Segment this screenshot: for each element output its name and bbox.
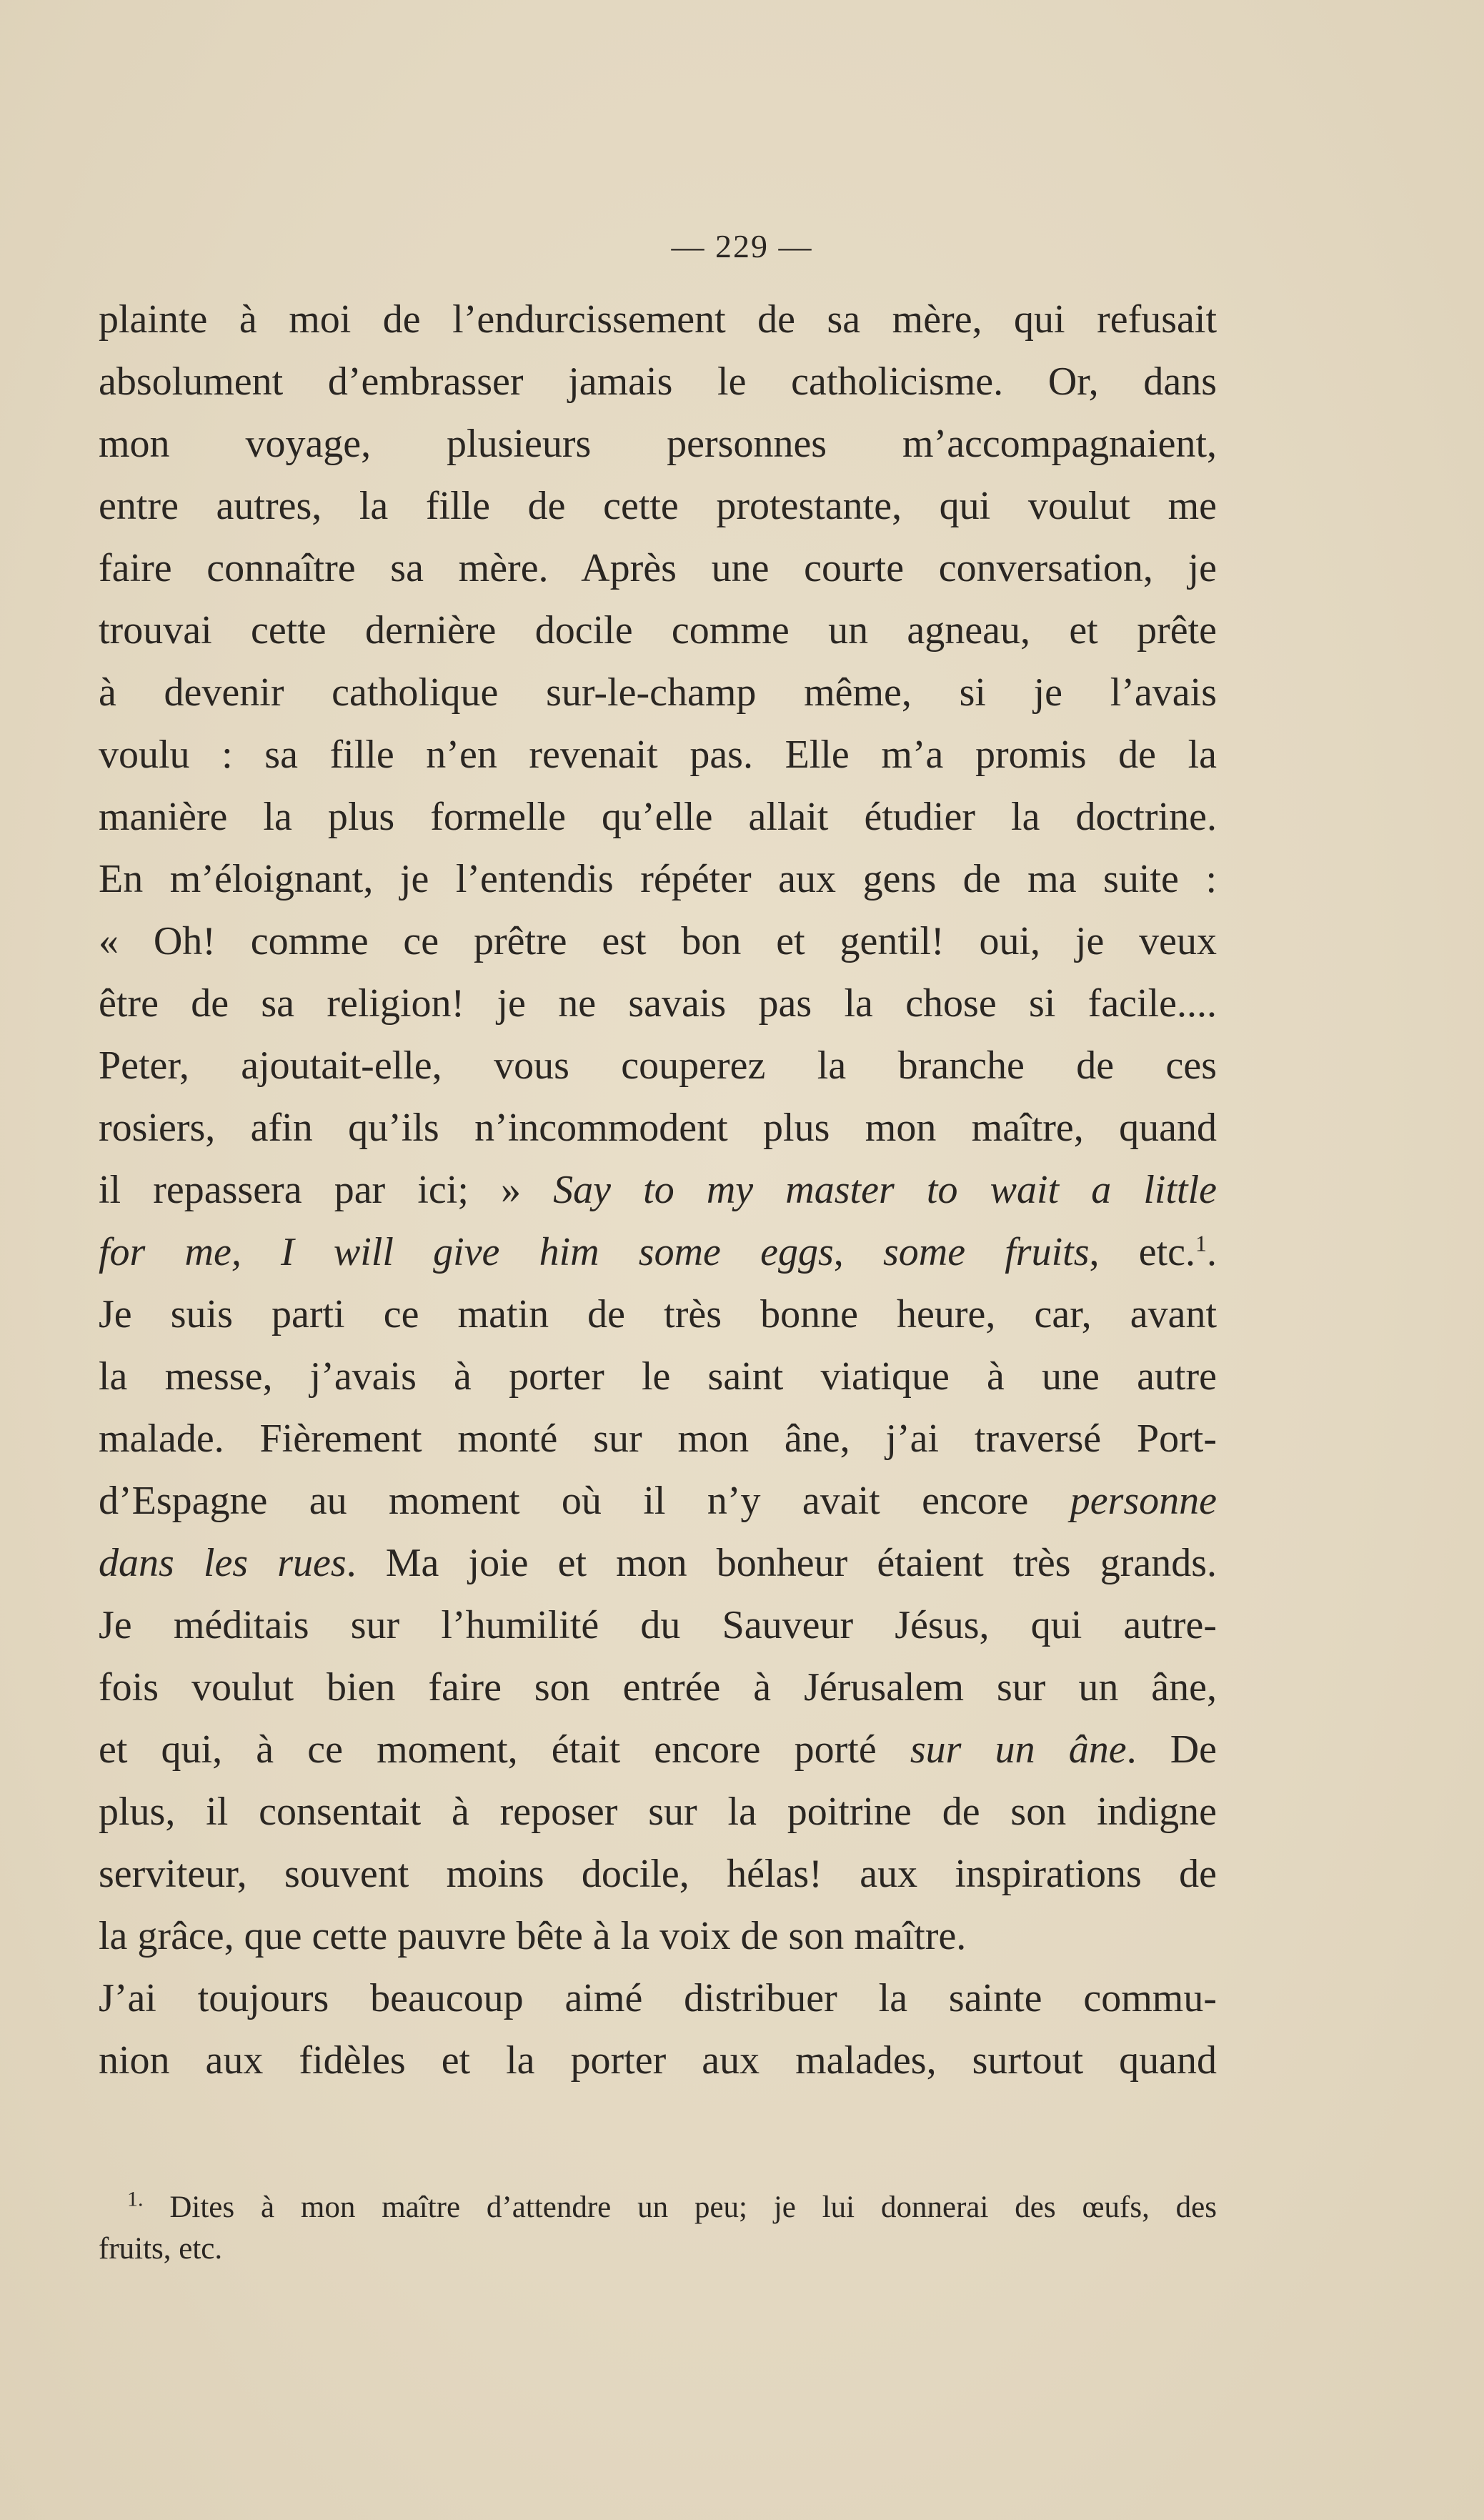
text-line: Je suis parti ce matin de très bonne heure, car, avant bbox=[99, 1292, 1217, 1336]
footnote-line bbox=[99, 2187, 1217, 2228]
footnote-number: 1. bbox=[127, 2187, 144, 2211]
text-line bbox=[99, 1221, 1217, 1284]
emphasis: personne bbox=[1070, 1479, 1217, 1523]
text-line: serviteur, souvent moins docile, hélas! aux inspirations de bbox=[99, 1852, 1217, 1896]
text-segment: , bbox=[833, 1230, 883, 1274]
text-line bbox=[99, 1719, 1217, 1781]
text-line: rosiers, afin qu’ils n’incommodent plus mon maître, quand bbox=[99, 1106, 1217, 1150]
english-quote: for me, I will give him some eggs bbox=[99, 1230, 834, 1274]
text-line: malade. Fièrement monté sur mon âne, j’ai traversé Port- bbox=[99, 1417, 1217, 1461]
emphasis: sur un âne bbox=[910, 1727, 1127, 1772]
text-line: J’ai toujours beaucoup aimé distribuer la sainte commu- bbox=[99, 1976, 1217, 2020]
text-segment: . De bbox=[1126, 1727, 1217, 1772]
text-line: Je méditais sur l’humilité du Sauveur Jésus, qui autre- bbox=[99, 1603, 1217, 1647]
footnote-text: Dites à mon maître d’attendre un peu; je lui donnerai des œufs, des bbox=[143, 2191, 1217, 2224]
text-line: être de sa religion! je ne savais pas la chose si facile.... bbox=[99, 981, 1217, 1026]
text-line: trouvai cette dernière docile comme un agneau, et prête bbox=[99, 608, 1217, 653]
text-segment: . Ma joie et mon bonheur étaient très grands. bbox=[346, 1541, 1217, 1585]
english-quote: Say to my master to wait a little bbox=[553, 1168, 1217, 1212]
text-line: faire connaître sa mère. Après une courte conversation, je bbox=[99, 546, 1217, 590]
text-line bbox=[99, 1532, 1217, 1594]
text-line: manière la plus formelle qu’elle allait étudier la doctrine. bbox=[99, 795, 1217, 839]
text-line: fois voulut bien faire son entrée à Jérusalem sur un âne, bbox=[99, 1665, 1217, 1710]
text-line: plus, il consentait à reposer sur la poitrine de son indigne bbox=[99, 1790, 1217, 1834]
text-segment: , etc. bbox=[1089, 1230, 1195, 1274]
footnote bbox=[99, 2187, 1217, 2270]
text-line bbox=[99, 1159, 1217, 1221]
text-line: Peter, ajoutait-elle, vous couperez la branche de ces bbox=[99, 1043, 1217, 1088]
footnote-reference: 1 bbox=[1195, 1230, 1207, 1256]
text-line: entre autres, la fille de cette protestante, qui voulut me bbox=[99, 484, 1217, 528]
text-line: absolument d’embrasser jamais le catholicisme. Or, dans bbox=[99, 359, 1217, 404]
text-line: En m’éloignant, je l’entendis répéter aux gens de ma suite : bbox=[99, 857, 1217, 901]
text-line: voulu : sa fille n’en revenait pas. Elle m’a promis de la bbox=[99, 733, 1217, 777]
text-segment: . bbox=[1207, 1230, 1217, 1274]
english-quote: some fruits bbox=[882, 1230, 1090, 1274]
text-line: mon voyage, plusieurs personnes m’accompagnaient, bbox=[99, 422, 1217, 466]
text-line: nion aux fidèles et la porter aux malades, surtout quand bbox=[99, 2038, 1217, 2083]
body-text bbox=[99, 289, 1217, 2092]
text-line: « Oh! comme ce prêtre est bon et gentil! oui, je veux bbox=[99, 919, 1217, 963]
text-line: à devenir catholique sur-le-champ même, si je l’avais bbox=[99, 670, 1217, 715]
text-line: la grâce, que cette pauvre bête à la voix de son maître. bbox=[99, 1914, 967, 1958]
text-line: la messe, j’avais à porter le saint viatique à une autre bbox=[99, 1354, 1217, 1399]
text-segment: d’Espagne au moment où il n’y avait encore bbox=[99, 1479, 1070, 1523]
text-line: plainte à moi de l’endurcissement de sa mère, qui refusait bbox=[99, 297, 1217, 342]
text-line bbox=[99, 1470, 1217, 1532]
text-segment: et qui, à ce moment, était encore porté bbox=[99, 1727, 910, 1772]
page-number: — 229 — bbox=[671, 228, 813, 264]
footnote-line: fruits, etc. bbox=[99, 2232, 223, 2266]
text-segment: il repassera par ici; » bbox=[99, 1168, 554, 1212]
emphasis: dans les rues bbox=[99, 1541, 347, 1585]
